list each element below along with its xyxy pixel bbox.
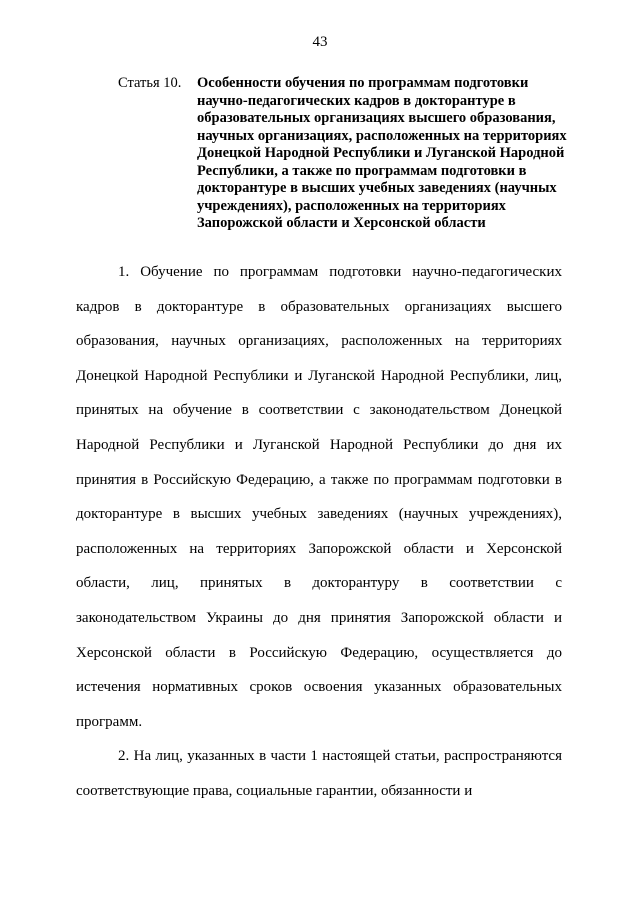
page-number: 43 bbox=[312, 34, 328, 50]
article-body bbox=[76, 255, 562, 809]
paragraph-2: 2. На лиц, указанных в части 1 настоящей статьи, распространяются соответствующие права, социальные гарантии, обязанности и bbox=[76, 748, 562, 799]
paragraph-1: 1. Обучение по программам подготовки научно-педагогических кадров в докторантуре в образовательных организациях высшего образования, научных организациях, расположенных на территориях Донецкой Народной Республики и Луганской Народной Республики, лиц, принятых на обучение в соответствии с законодательством Донецкой Народной Республики и Луганской Народной Республики до дня их принятия в Российскую Федерацию, а также по программам подготовки в докторантуре в высших учебных заведениях (научных учреждениях), расположенных на территориях Запорожской области и Херсонской области, лиц, принятых в докторантуру в соответствии с законодательством Украины до дня принятия Запорожской области и Херсонской области в Российскую Федерацию, осуществляется до истечения нормативных сроков освоения указанных образовательных программ. bbox=[76, 264, 562, 730]
article-title: Особенности обучения по программам подготовки научно-педагогических кадров в докторантуре в образовательных организациях высшего образования, научных организациях, расположенных на территориях Донецкой Народной Республики и Луганской Народной Республики, а также по программам подготовки в докторантуре в высших учебных заведениях (научных учреждениях), расположенных на территориях Запорожской области и Херсонской области bbox=[197, 75, 567, 231]
article-label: Статья 10. bbox=[118, 75, 182, 91]
